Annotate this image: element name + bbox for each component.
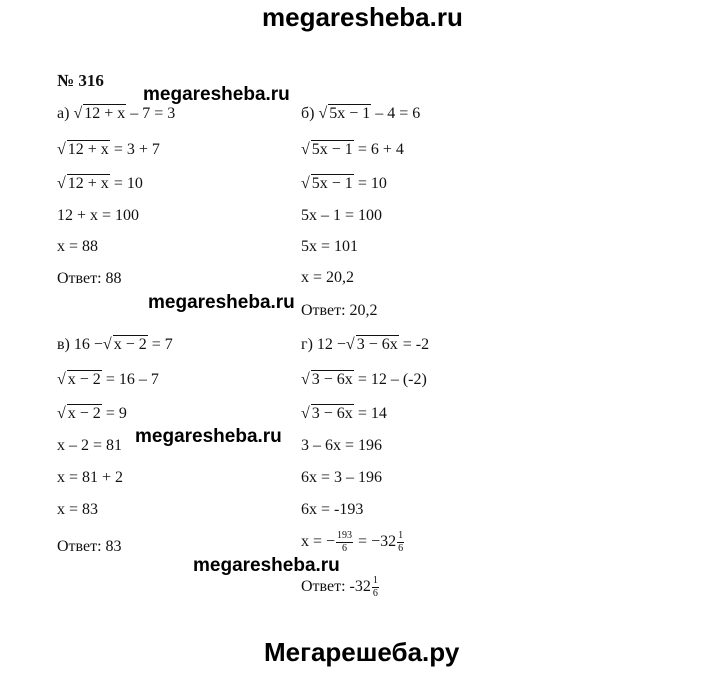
fraction — [397, 530, 404, 555]
part-v-line-6: x = 83 — [57, 501, 99, 518]
equation-rest: = 10 — [109, 175, 143, 192]
fraction — [372, 575, 379, 600]
equation-prefix: x = − — [301, 533, 336, 551]
part-b-answer: Ответ: 20,2 — [301, 302, 378, 319]
part-a-label: а) — [57, 105, 74, 122]
part-a-line-4: 12 + x = 100 — [57, 207, 140, 224]
sqrt-symbol: √ — [73, 105, 83, 122]
equation-rest: = 6 + 4 — [353, 141, 404, 158]
radicand: 12 + x — [67, 175, 109, 192]
radicand: x − 2 — [113, 336, 147, 353]
equation-rest: = -2 — [398, 336, 430, 353]
radicand: x − 2 — [67, 371, 101, 388]
radicand: 5x − 1 — [311, 141, 353, 158]
equation-rest: = 16 – 7 — [101, 371, 159, 388]
fraction-denominator: 6 — [342, 543, 348, 554]
part-g-label: г) 12 − — [301, 336, 346, 353]
part-g-line-4: 3 – 6x = 196 — [301, 437, 383, 454]
watermark-top: megaresheba.ru — [262, 2, 463, 32]
part-v-line-5: x = 81 + 2 — [57, 469, 124, 486]
fraction-denominator: 6 — [398, 543, 404, 554]
part-g-line-1 — [301, 335, 429, 355]
part-v-line-4: x – 2 = 81 — [57, 437, 123, 454]
radicand: 12 + x — [67, 141, 109, 158]
watermark-mid-0: megaresheba.ru — [143, 84, 290, 105]
part-a-answer: Ответ: 88 — [57, 270, 122, 287]
part-b-line-4: 5x – 1 = 100 — [301, 207, 383, 224]
fraction — [336, 530, 353, 555]
part-a-line-2 — [57, 140, 160, 160]
sqrt-symbol: √ — [57, 141, 66, 158]
equation-rest: = 10 — [353, 175, 387, 192]
sqrt-symbol: √ — [301, 371, 310, 388]
part-b-line-3 — [301, 174, 387, 194]
part-v-label: в) 16 − — [57, 336, 103, 353]
equation-rest: = 9 — [101, 405, 127, 422]
part-b-line-6: x = 20,2 — [301, 269, 355, 286]
part-b-line-1 — [301, 104, 420, 124]
watermark-mid-1: megaresheba.ru — [148, 292, 295, 313]
sqrt-symbol: √ — [301, 175, 310, 192]
problem-number: № 316 — [57, 71, 104, 90]
sqrt-symbol: √ — [57, 405, 66, 422]
part-a-line-3 — [57, 174, 143, 194]
fraction-numerator: 1 — [372, 575, 378, 586]
equation-rest: = 7 — [147, 336, 173, 353]
equation-rest: = 3 + 7 — [109, 141, 160, 158]
radicand: x − 2 — [67, 405, 101, 422]
equation-rest: – 4 = 6 — [371, 105, 421, 122]
part-b-line-5: 5x = 101 — [301, 238, 359, 255]
equation-rest: = 14 — [353, 405, 387, 422]
sqrt-symbol: √ — [57, 175, 66, 192]
radicand: 12 + x — [84, 105, 126, 122]
part-v-line-2 — [57, 370, 159, 390]
radicand: 3 − 6x — [311, 405, 353, 422]
part-a-line-1 — [57, 104, 175, 124]
sqrt-symbol: √ — [345, 336, 355, 353]
fraction-numerator: 1 — [398, 530, 404, 541]
radicand: 5x − 1 — [329, 105, 371, 122]
part-g-line-2 — [301, 370, 427, 390]
sqrt-symbol: √ — [301, 405, 310, 422]
part-v-answer: Ответ: 83 — [57, 538, 122, 555]
part-b-line-2 — [301, 140, 404, 160]
watermark-mid-2: megaresheba.ru — [135, 426, 282, 447]
part-g-line-5: 6x = 3 – 196 — [301, 469, 383, 486]
fraction-denominator: 6 — [372, 588, 378, 599]
part-b-label: б) — [301, 105, 319, 122]
radicand: 3 − 6x — [356, 336, 398, 353]
answer-prefix: Ответ: -32 — [301, 578, 371, 596]
part-g-line-7 — [301, 530, 405, 555]
sqrt-symbol: √ — [301, 141, 310, 158]
part-g-line-6: 6x = -193 — [301, 501, 364, 518]
sqrt-symbol: √ — [102, 336, 112, 353]
sqrt-symbol: √ — [57, 371, 66, 388]
equation-rest: = 12 – (-2) — [353, 371, 427, 388]
fraction-numerator: 193 — [337, 530, 353, 541]
part-v-line-3 — [57, 404, 127, 424]
watermark-bottom: Мегарешеба.ру — [264, 637, 460, 667]
radicand: 5x − 1 — [311, 175, 353, 192]
equation-rest: – 7 = 3 — [126, 105, 176, 122]
equation-mid: = −32 — [354, 533, 397, 551]
part-a-line-5: x = 88 — [57, 238, 99, 255]
radicand: 3 − 6x — [311, 371, 353, 388]
watermark-mid-3: megaresheba.ru — [193, 555, 340, 576]
part-g-line-3 — [301, 404, 387, 424]
part-v-line-1 — [57, 335, 173, 355]
sqrt-symbol: √ — [318, 105, 328, 122]
part-g-answer — [301, 575, 380, 600]
